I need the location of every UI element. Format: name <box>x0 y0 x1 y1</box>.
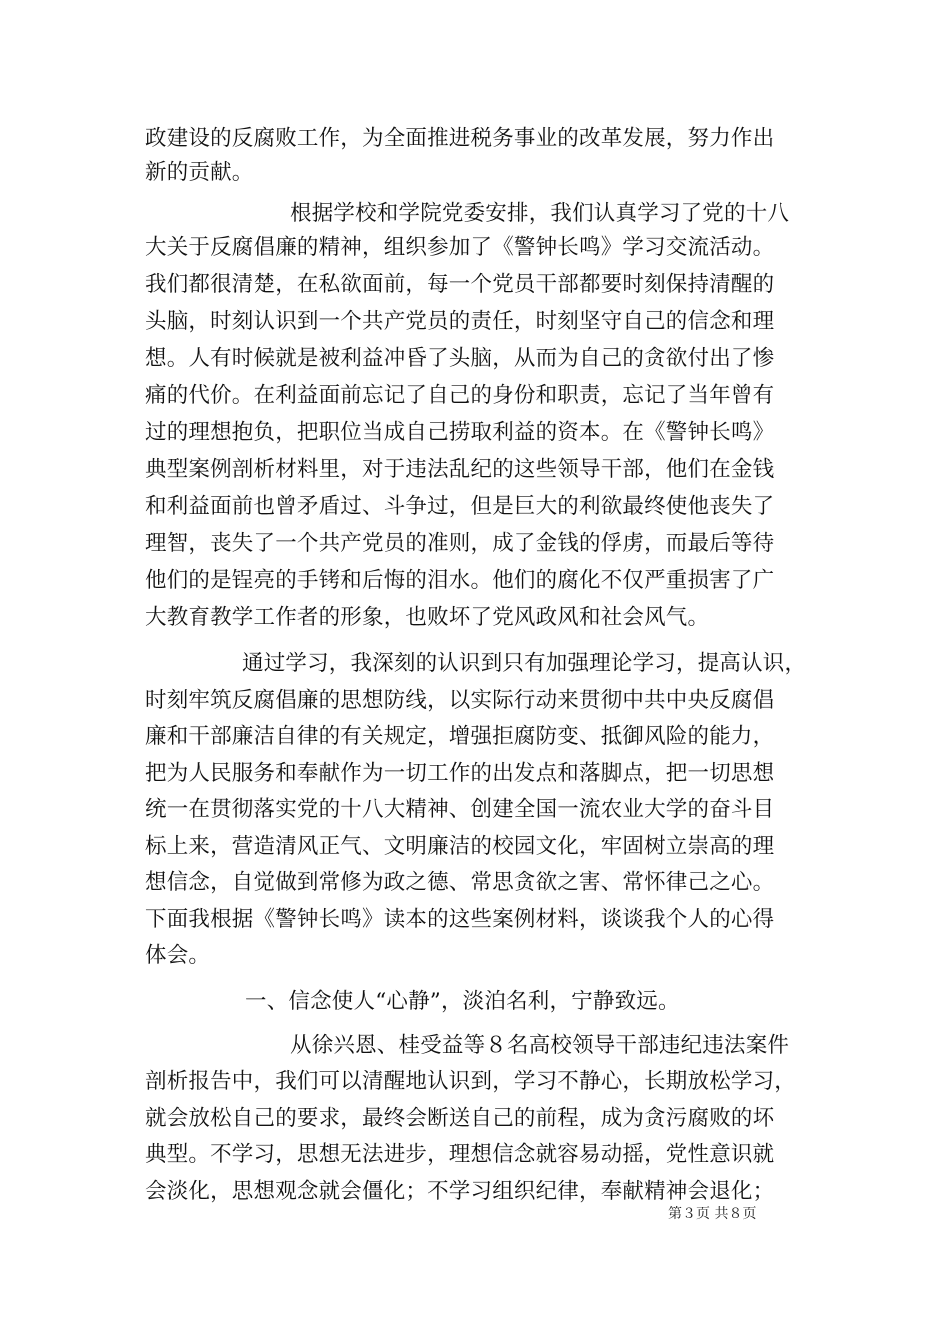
text-line: 他们的是锃亮的手铐和后悔的泪水。他们的腐化不仅严重损害了广 <box>145 568 775 593</box>
text-line: 大教育教学工作者的形象，也败坏了党风政风和社会风气。 <box>145 605 710 630</box>
text-line: 典型。不学习，思想无法进步，理想信念就容易动摇，党性意识就 <box>145 1142 775 1167</box>
text-line: 下面我根据《警钟长鸣》读本的这些案例材料，谈谈我个人的心得 <box>145 907 775 932</box>
text-line: 剖析报告中，我们可以清醒地认识到，学习不静心，长期放松学习， <box>145 1069 797 1094</box>
text-line: 和利益面前也曾矛盾过、斗争过，但是巨大的利欲最终使他丧失了 <box>145 494 775 519</box>
text-line: 统一在贯彻落实党的十八大精神、创建全国一流农业大学的奋斗目 <box>145 797 775 822</box>
text-line: 时刻牢筑反腐倡廉的思想防线，以实际行动来贯彻中共中央反腐倡 <box>145 688 775 713</box>
text-line: 典型案例剖析材料里，对于违法乱纪的这些领导干部，他们在金钱 <box>145 457 775 482</box>
text-line: 通过学习，我深刻的认识到只有加强理论学习，提高认识， <box>242 651 807 676</box>
text-line: 根据学校和学院党委安排，我们认真学习了党的十八 <box>290 201 790 226</box>
text-line: 会淡化，思想观念就会僵化；不学习组织纪律，奉献精神会退化； <box>145 1179 775 1204</box>
text-line: 头脑，时刻认识到一个共产党员的责任，时刻坚守自己的信念和理 <box>145 309 775 334</box>
text-line: 我们都很清楚，在私欲面前，每一个党员干部都要时刻保持清醒的 <box>145 272 775 297</box>
text-line: 廉和干部廉洁自律的有关规定，增强拒腐防变、抵御风险的能力， <box>145 724 775 749</box>
text-line: 新的贡献。 <box>145 160 254 185</box>
text-line: 把为人民服务和奉献作为一切工作的出发点和落脚点，把一切思想 <box>145 761 775 786</box>
text-line: 过的理想抱负，把职位当成自己捞取利益的资本。在《警钟长鸣》 <box>145 420 775 445</box>
text-line: 理智，丧失了一个共产党员的准则，成了金钱的俘虏，而最后等待 <box>145 531 775 556</box>
text-line: 想。人有时候就是被利益冲昏了头脑，从而为自己的贪欲付出了惨 <box>145 346 775 371</box>
text-line: 大关于反腐倡廉的精神，组织参加了《警钟长鸣》学习交流活动。 <box>145 235 775 260</box>
section-heading: 一、信念使人“心静”，淡泊名利，宁静致远。 <box>245 989 680 1014</box>
text-line: 标上来，营造清风正气、文明廉洁的校园文化，牢固树立崇高的理 <box>145 834 775 859</box>
text-line: 政建设的反腐败工作，为全面推进税务事业的改革发展，努力作出 <box>145 126 775 151</box>
text-line: 体会。 <box>145 943 211 968</box>
text-line: 从徐兴恩、桂受益等８名高校领导干部违纪违法案件 <box>290 1033 790 1058</box>
text-line: 就会放松自己的要求，最终会断送自己的前程，成为贪污腐败的坏 <box>145 1106 775 1131</box>
page-number: 第３页 共８页 <box>668 1206 757 1222</box>
text-line: 想信念，自觉做到常修为政之德、常思贪欲之害、常怀律己之心。 <box>145 870 775 895</box>
text-line: 痛的代价。在利益面前忘记了自己的身份和职责，忘记了当年曾有 <box>145 383 775 408</box>
